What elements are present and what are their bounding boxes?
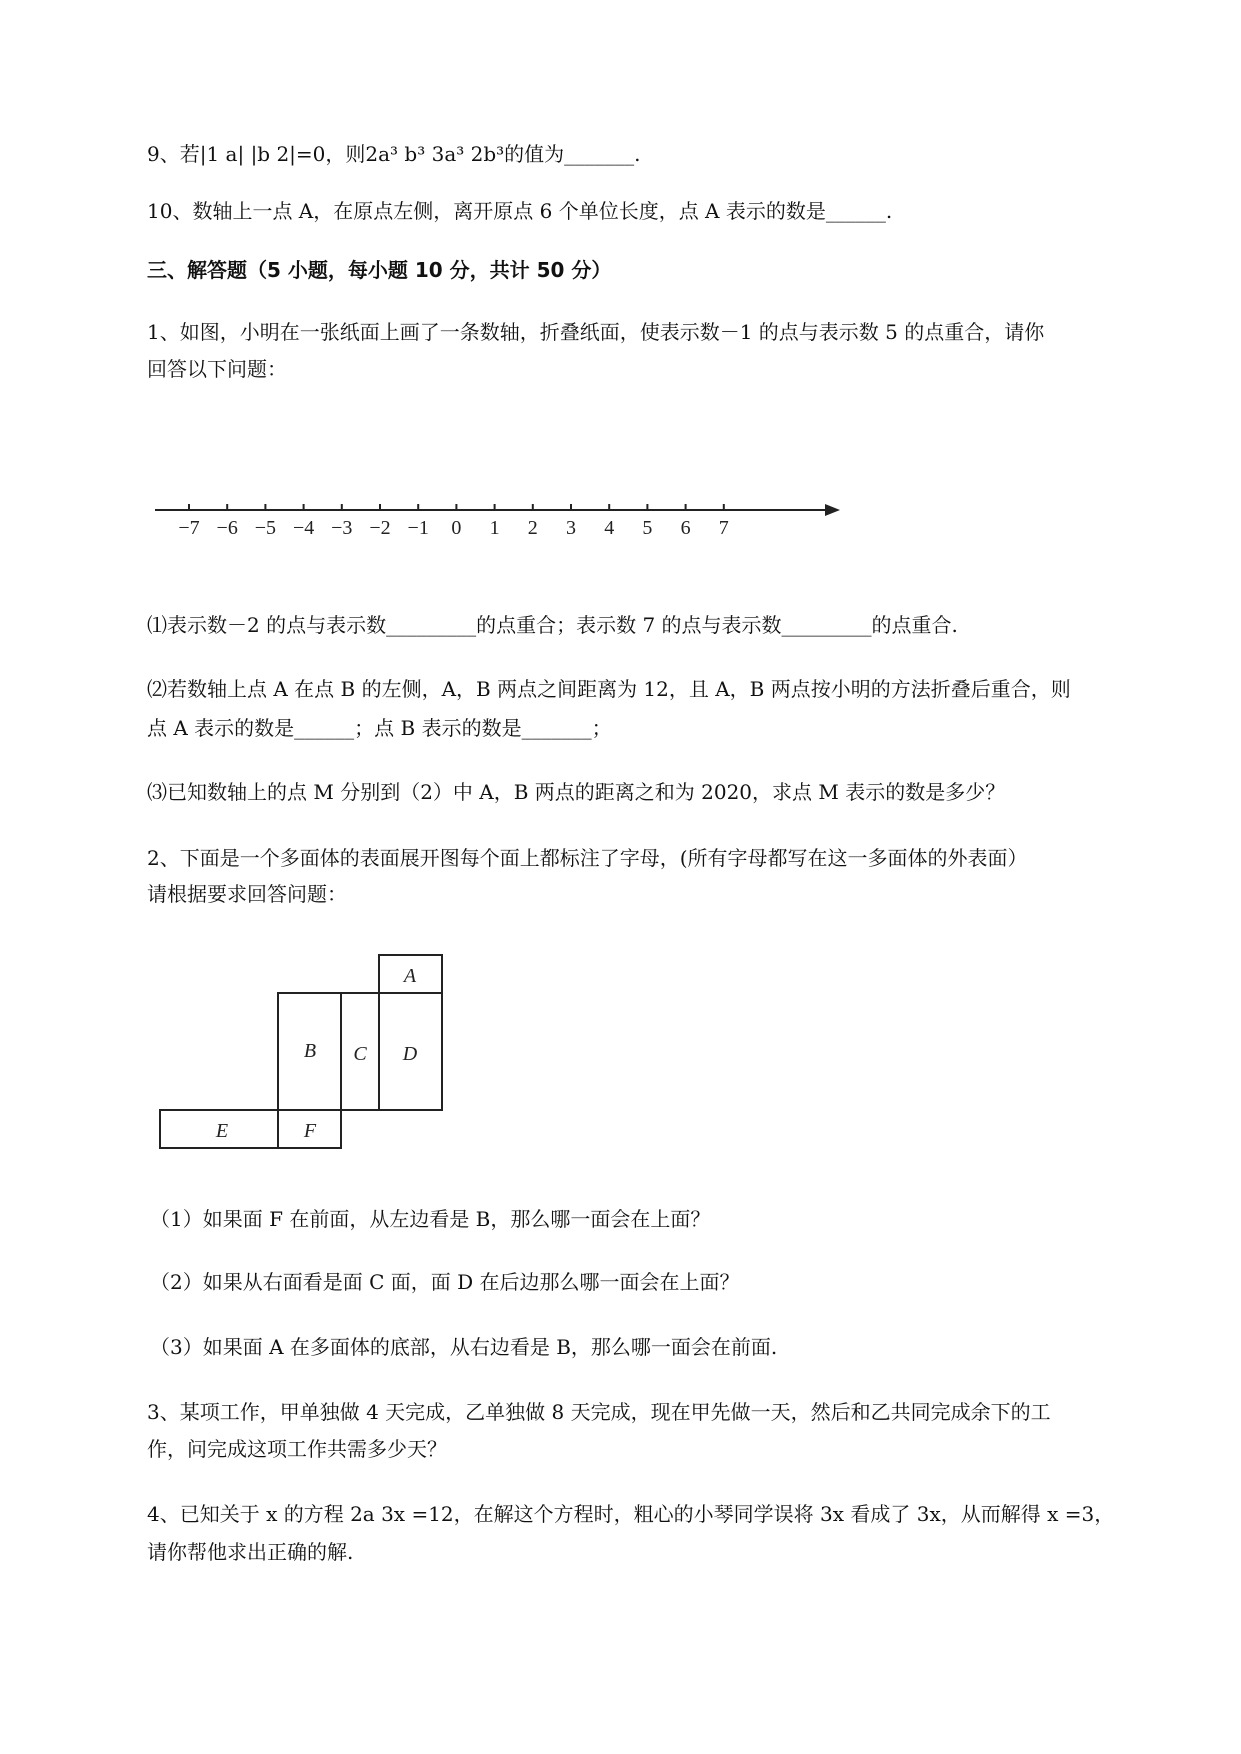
question-9: 9、若|1 a| |b 2|=0，则2a³ b³ 3a³ 2b³的值为_______. <box>147 142 641 166</box>
net-label-A: A <box>403 965 417 987</box>
problem-3-line-1: 3、某项工作，甲单独做 4 天完成，乙单独做 8 天完成，现在甲先做一天，然后和乙共同完成余下的工 <box>147 1400 1051 1424</box>
number-line-label: −1 <box>407 517 429 539</box>
problem-1-sub-2-line-2: 点 A 表示的数是______；点 B 表示的数是_______； <box>147 716 612 740</box>
polyhedron-net-figure <box>150 950 460 1150</box>
problem-1-line-2: 回答以下问题： <box>147 357 287 381</box>
question-10: 10、数轴上一点 A，在原点左侧，离开原点 6 个单位长度，点 A 表示的数是______. <box>147 199 893 223</box>
number-line-label: −2 <box>369 517 391 539</box>
problem-1-sub-1: ⑴表示数－2 的点与表示数_________的点重合；表示数 7 的点与表示数_________的点重合. <box>147 613 958 637</box>
problem-2-line-1: 2、下面是一个多面体的表面展开图每个面上都标注了字母，(所有字母都写在这一多面体的外表面） <box>147 846 1028 870</box>
net-label-D: D <box>402 1043 418 1065</box>
net-label-C: C <box>353 1043 367 1065</box>
number-line-label: 5 <box>642 517 653 539</box>
problem-2-line-2: 请根据要求回答问题： <box>147 882 347 906</box>
problem-1-sub-2-line-1: ⑵若数轴上点 A 在点 B 的左侧，A，B 两点之间距离为 12，且 A，B 两点按小明的方法折叠后重合，则 <box>147 677 1071 701</box>
net-label-E: E <box>215 1120 229 1142</box>
problem-2-q-2: （2）如果从右面看是面 C 面，面 D 在后边那么哪一面会在上面？ <box>150 1270 740 1294</box>
problem-1-line-1: 1、如图，小明在一张纸面上画了一条数轴，折叠纸面，使表示数－1 的点与表示数 5 的点重合，请你 <box>147 320 1045 344</box>
section-title: 三、解答题（5 小题，每小题 10 分，共计 50 分） <box>147 258 612 282</box>
number-line-label: −7 <box>178 517 200 539</box>
net-label-B: B <box>303 1040 317 1062</box>
number-line-arrow <box>825 504 840 516</box>
number-line-label: 7 <box>718 517 729 539</box>
number-line-label: 6 <box>680 517 691 539</box>
problem-2-q-3: （3）如果面 A 在多面体的底部，从右边看是 B，那么哪一面会在前面. <box>150 1335 778 1359</box>
number-line-label: −4 <box>292 517 315 539</box>
number-line-label: 3 <box>566 517 576 539</box>
number-line-label: 0 <box>451 517 462 539</box>
problem-3-line-2: 作，问完成这项工作共需多少天？ <box>147 1437 447 1461</box>
number-line-label: −3 <box>331 517 353 539</box>
problem-1-sub-3: ⑶已知数轴上的点 M 分别到（2）中 A，B 两点的距离之和为 2020，求点 M 表示的数是多少？ <box>147 780 1006 804</box>
number-line-label: 4 <box>604 517 615 539</box>
number-line-label: −6 <box>216 517 238 539</box>
problem-2-q-1: （1）如果面 F 在前面，从左边看是 B，那么哪一面会在上面？ <box>150 1207 711 1231</box>
problem-4-line-2: 请你帮他求出正确的解. <box>147 1540 354 1564</box>
number-line-figure <box>150 492 850 542</box>
number-line-label: −5 <box>254 517 277 539</box>
problem-4-line-1: 4、已知关于 x 的方程 2a 3x =12，在解这个方程时，粗心的小琴同学误将 3x 看成了 3x，从而解得 x =3， <box>147 1502 1115 1526</box>
number-line-label: 1 <box>489 517 500 539</box>
number-line-label: 2 <box>527 517 538 539</box>
net-label-F: F <box>303 1120 317 1142</box>
